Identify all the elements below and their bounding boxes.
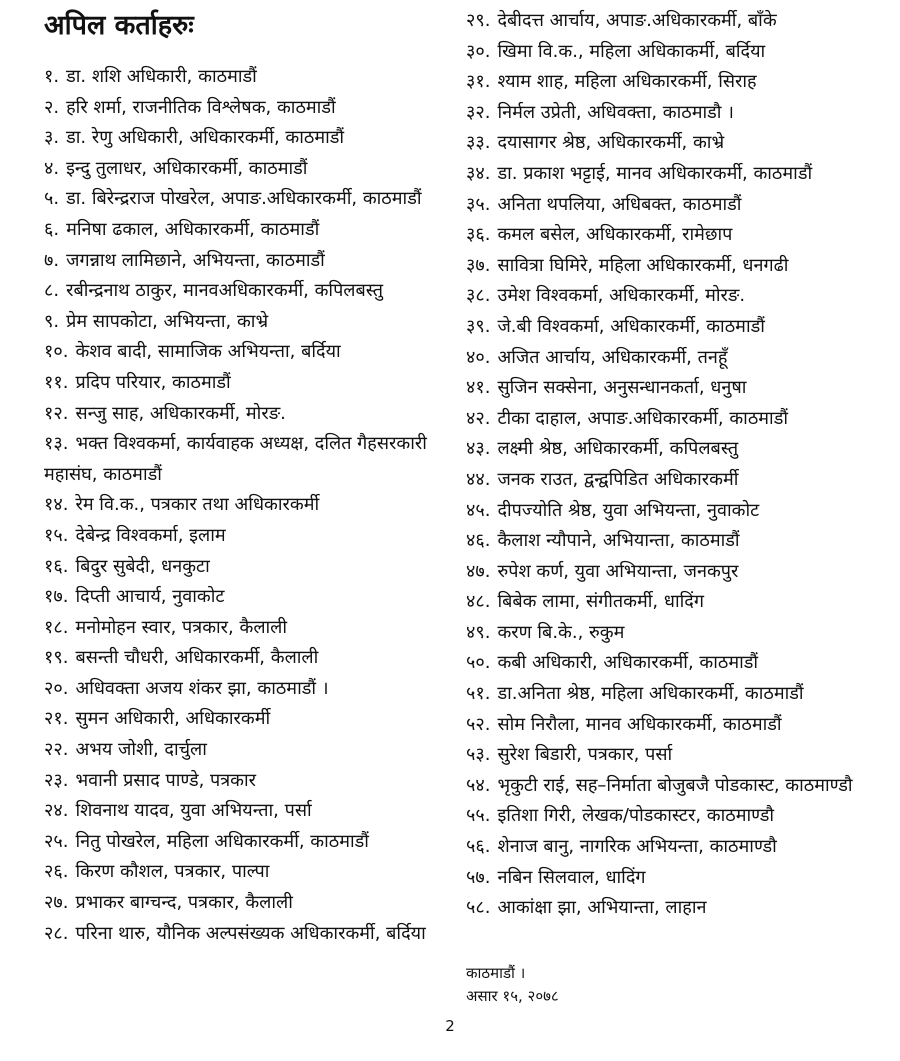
appellant-number: १४.	[44, 494, 69, 516]
appellant-number: ५७.	[466, 866, 491, 888]
appellant-item	[44, 93, 440, 124]
appellant-item	[44, 552, 440, 583]
appellant-number: १३.	[44, 433, 69, 455]
appellant-text: केशव बादी, सामाजिक अभियन्ता, बर्दिया	[75, 341, 341, 363]
appellant-text: शेनाज बानु, नागरिक अभियन्ता, काठमाण्डौ	[497, 836, 777, 858]
appellant-text: भवानी प्रसाद पाण्डे, पत्रकार	[75, 769, 257, 791]
appellant-text: रेम वि.क., पत्रकार तथा अधिकारकर्मी	[75, 494, 320, 516]
appellant-text: हरि शर्मा, राजनीतिक विश्लेषक, काठमाडौं	[66, 96, 336, 118]
appellant-text: उमेश विश्वकर्मा, अधिकारकर्मी, मोरङ.	[497, 285, 746, 307]
appellant-text: दयासागर श्रेष्ठ, अधिकारकर्मी, काभ्रे	[497, 132, 725, 154]
appellant-number: २३.	[44, 769, 69, 791]
appellant-item	[466, 710, 874, 741]
appellant-number: ४९.	[466, 621, 491, 643]
appellant-number: १८.	[44, 616, 69, 638]
appellant-list-right	[466, 6, 874, 924]
appellant-item	[44, 399, 440, 430]
appellant-item	[44, 246, 440, 277]
appellant-text: सुमन अधिकारी, अधिकारकर्मी	[75, 708, 271, 730]
footer-date: असार १५, २०७८	[466, 987, 559, 1005]
appellant-item	[466, 863, 874, 894]
appellant-item	[44, 827, 440, 858]
appellant-item	[466, 67, 874, 98]
appellant-text: जे.बी विश्वकर्मा, अधिकारकर्मी, काठमाडौं	[497, 315, 765, 337]
appellant-item	[466, 343, 874, 374]
appellant-number: ३२.	[466, 101, 491, 123]
appellant-item	[466, 587, 874, 618]
appellant-item	[44, 123, 440, 154]
appellant-number: ३१.	[466, 71, 491, 93]
appellant-number: ११.	[44, 371, 69, 393]
appellant-item	[466, 37, 874, 68]
appellant-text: कबी अधिकारी, अधिकारकर्मी, काठमाडौं	[497, 652, 759, 674]
appellant-number: ४२.	[466, 407, 491, 429]
appellant-number: ३.	[44, 127, 60, 149]
appellant-number: २.	[44, 96, 60, 118]
appellant-item	[466, 557, 874, 588]
appellant-number: २४.	[44, 800, 69, 822]
appellant-item	[466, 373, 874, 404]
appellant-text: आकांक्षा झा, अभियान्ता, लाहान	[497, 897, 707, 919]
appellant-number: ५८.	[466, 897, 491, 919]
appellant-text: इन्दु तुलाधर, अधिकारकर्मी, काठमाडौं	[66, 157, 308, 179]
appellant-item	[466, 434, 874, 465]
appellant-number: ४७.	[466, 560, 491, 582]
appellant-text: नितु पोखरेल, महिला अधिकारकर्मी, काठमाडौं	[75, 830, 369, 852]
appellant-number: ५६.	[466, 836, 491, 858]
appellant-item	[44, 368, 440, 399]
appellant-number: ४१.	[466, 377, 491, 399]
appellant-text: लक्ष्मी श्रेष्ठ, अधिकारकर्मी, कपिलबस्तु	[497, 438, 739, 460]
appellant-item	[44, 307, 440, 338]
appellant-number: १.	[44, 66, 60, 87]
appellant-item	[466, 496, 874, 527]
appellant-text: मनिषा ढकाल, अधिकारकर्मी, काठमाडौं	[66, 218, 320, 240]
appellant-number: १७.	[44, 586, 69, 608]
appellant-item	[466, 6, 874, 37]
appellant-text: अजित आर्चाय, अधिकारकर्मी, तनहूँ	[497, 346, 728, 368]
appellant-text: मनोमोहन स्वार, पत्रकार, कैलाली	[75, 616, 288, 638]
appellant-text: भक्त विश्वकर्मा, कार्यवाहक अध्यक्ष, दलित गैहसरकारी महासंघ, काठमाडौं	[44, 433, 427, 485]
appellant-item	[44, 643, 440, 674]
appellant-number: ३५.	[466, 193, 491, 215]
appellant-text: डा. रेणु अधिकारी, अधिकारकर्मी, काठमाडौं	[66, 127, 345, 149]
appellant-item	[466, 618, 874, 649]
appellant-number: २५.	[44, 830, 69, 852]
page-title: अपिल कर्ताहरुः	[44, 10, 194, 41]
appellant-text: अभय जोशी, दार्चुला	[75, 739, 207, 761]
appellant-item	[44, 888, 440, 919]
appellant-text: बसन्ती चौधरी, अधिकारकर्मी, कैलाली	[75, 647, 319, 669]
appellant-item	[44, 215, 440, 246]
appellant-text: शिवनाथ यादव, युवा अभियन्ता, पर्सा	[75, 800, 312, 822]
appellant-item	[466, 526, 874, 557]
appellant-number: १६.	[44, 555, 69, 577]
appellant-text: सन्जु साह, अधिकारकर्मी, मोरङ.	[75, 402, 286, 424]
appellant-item	[44, 613, 440, 644]
appellant-item	[44, 857, 440, 888]
appellant-text: निर्मल उप्रेती, अधिवक्ता, काठमाडौ ।	[497, 101, 734, 123]
appellant-item	[466, 128, 874, 159]
appellant-item	[466, 648, 874, 679]
appellant-item	[466, 312, 874, 343]
appellant-number: ५.	[44, 188, 60, 210]
appellant-text: टीका दाहाल, अपाङ.अधिकारकर्मी, काठमाडौं	[497, 407, 788, 429]
appellant-text: प्रभाकर बाग्चन्द, पत्रकार, कैलाली	[75, 892, 293, 914]
appellant-item	[44, 704, 440, 735]
appellant-text: जनक राउत, द्वन्द्वपिडित अधिकारकर्मी	[497, 468, 739, 490]
appellant-number: ९.	[44, 310, 60, 332]
appellant-item	[44, 735, 440, 766]
appellant-number: ४८.	[466, 591, 491, 613]
appellant-list-left	[44, 62, 440, 949]
appellant-item	[44, 154, 440, 185]
appellant-item	[466, 893, 874, 924]
appellant-item	[466, 465, 874, 496]
appellant-number: ३९.	[466, 315, 491, 337]
appellant-item	[466, 190, 874, 221]
appellant-text: भृकुटी राई, सह–निर्माता बोजुबजै पोडकास्ट, काठमाण्डौ	[497, 774, 853, 796]
appellant-number: ४.	[44, 157, 60, 179]
appellant-text: देबेन्द्र विश्वकर्मा, इलाम	[75, 524, 226, 546]
page-number: 2	[445, 1017, 455, 1035]
appellant-text: श्याम शाह, महिला अधिकारकर्मी, सिराह	[497, 71, 757, 93]
appellant-item	[44, 796, 440, 827]
appellant-number: ५१.	[466, 683, 491, 705]
appellant-item	[466, 740, 874, 771]
appellant-item	[44, 337, 440, 368]
appellant-number: ३०.	[466, 40, 491, 62]
appellant-item	[466, 220, 874, 251]
appellant-number: ४०.	[466, 346, 491, 368]
footer-place: काठमाडौं ।	[466, 964, 526, 982]
signature-block	[466, 962, 559, 1008]
appellant-text: कैलाश न्यौपाने, अभियान्ता, काठमाडौं	[497, 530, 740, 552]
appellant-text: सोम निरौला, मानव अधिकारकर्मी, काठमाडौं	[497, 713, 782, 735]
appellant-number: १९.	[44, 647, 69, 669]
appellant-number: ५३.	[466, 744, 491, 766]
appellant-text: रुपेश कर्ण, युवा अभियान्ता, जनकपुर	[497, 560, 739, 582]
appellant-number: ३८.	[466, 285, 491, 307]
appellant-number: १५.	[44, 524, 69, 546]
appellant-number: २७.	[44, 892, 69, 914]
appellant-text: इतिशा गिरी, लेखक/पोडकास्टर, काठमाण्डौ	[497, 805, 775, 827]
appellant-number: ७.	[44, 249, 60, 271]
appellant-text: नबिन सिलवाल, धादिंग	[497, 866, 646, 888]
appellant-text: सुरेश बिडारी, पत्रकार, पर्सा	[497, 744, 673, 766]
appellant-text: डा. बिरेन्द्रराज पोखरेल, अपाङ.अधिकारकर्मी, काठमाडौं	[66, 188, 422, 210]
appellant-text: बिबेक लामा, संगीतकर्मी, धादिंग	[497, 591, 704, 613]
appellant-number: ५२.	[466, 713, 491, 735]
appellant-number: ५५.	[466, 805, 491, 827]
appellant-number: २८.	[44, 922, 69, 944]
appellant-item	[44, 674, 440, 705]
appellant-number: ८.	[44, 280, 60, 302]
appellant-item	[44, 276, 440, 307]
appellant-item	[466, 801, 874, 832]
appellant-text: सुजिन सक्सेना, अनुसन्धानकर्ता, धनुषा	[497, 377, 747, 399]
appellant-text: खिमा वि.क., महिला अधिकाकर्मी, बर्दिया	[497, 40, 766, 62]
appellant-item	[44, 184, 440, 215]
appellant-text: बिदुर सुबेदी, धनकुटा	[75, 555, 210, 577]
appellant-text: रबीन्द्रनाथ ठाकुर, मानवअधिकारकर्मी, कपिलबस्तु	[66, 280, 384, 302]
appellant-item	[466, 281, 874, 312]
appellant-text: डा.अनिता श्रेष्ठ, महिला अधिकारकर्मी, काठमाडौं	[497, 683, 804, 705]
appellant-number: ३४.	[466, 162, 491, 184]
appellant-text: कमल बसेल, अधिकारकर्मी, रामेछाप	[497, 224, 733, 246]
appellant-text: अनिता थपलिया, अधिबक्त, काठमाडौं	[497, 193, 742, 215]
appellant-number: ४६.	[466, 530, 491, 552]
appellant-text: प्रदिप परियार, काठमाडौं	[75, 371, 231, 393]
appellant-text: करण बि.के., रुकुम	[497, 621, 625, 643]
appellant-item	[44, 521, 440, 552]
appellant-number: ५०.	[466, 652, 491, 674]
appellant-number: ४४.	[466, 468, 491, 490]
appellant-text: सावित्रा घिमिरे, महिला अधिकारकर्मी, धनगढी	[497, 254, 789, 276]
appellant-item	[466, 404, 874, 435]
appellant-number: ३३.	[466, 132, 491, 154]
appellant-text: अधिवक्ता अजय शंकर झा, काठमाडौं ।	[75, 677, 329, 699]
appellant-item	[466, 679, 874, 710]
appellant-item	[44, 582, 440, 613]
appellant-number: २१.	[44, 708, 69, 730]
appellant-text: प्रेम सापकोटा, अभियन्ता, काभ्रे	[66, 310, 269, 332]
appellant-number: ४५.	[466, 499, 491, 521]
appellant-text: डा. प्रकाश भट्टाई, मानव अधिकारकर्मी, काठमाडौं	[497, 162, 813, 184]
appellant-text: डा. शशि अधिकारी, काठमाडौं	[66, 66, 257, 87]
appellant-item	[466, 251, 874, 282]
appellant-text: दीपज्योति श्रेष्ठ, युवा अभियन्ता, नुवाकोट	[497, 499, 760, 521]
appellant-number: ३६.	[466, 224, 491, 246]
appellant-number: २६.	[44, 861, 69, 883]
appellant-number: ६.	[44, 218, 60, 240]
appellant-text: परिना थारु, यौनिक अल्पसंख्यक अधिकारकर्मी, बर्दिया	[75, 922, 426, 944]
appellant-number: २९.	[466, 10, 491, 31]
appellant-item	[466, 98, 874, 129]
appellant-item	[44, 490, 440, 521]
appellant-number: ३७.	[466, 254, 491, 276]
appellant-number: ४३.	[466, 438, 491, 460]
appellant-number: १०.	[44, 341, 69, 363]
appellant-number: ५४.	[466, 774, 491, 796]
appellant-item	[466, 159, 874, 190]
appellant-text: जगन्नाथ लामिछाने, अभियन्ता, काठमाडौं	[66, 249, 325, 271]
appellant-text: किरण कौशल, पत्रकार, पाल्पा	[75, 861, 270, 883]
appellant-item	[44, 919, 440, 950]
appellant-item	[466, 771, 874, 802]
appellant-number: १२.	[44, 402, 69, 424]
appellant-number: २२.	[44, 739, 69, 761]
appellant-text: देबीदत्त आर्चाय, अपाङ.अधिकारकर्मी, बाँके	[497, 10, 777, 31]
appellant-text: दिप्ती आचार्य, नुवाकोट	[75, 586, 225, 608]
appellant-item	[466, 832, 874, 863]
appellant-number: २०.	[44, 677, 69, 699]
appellant-item	[44, 62, 440, 93]
appellant-item	[44, 766, 440, 797]
appellant-item	[44, 429, 440, 490]
